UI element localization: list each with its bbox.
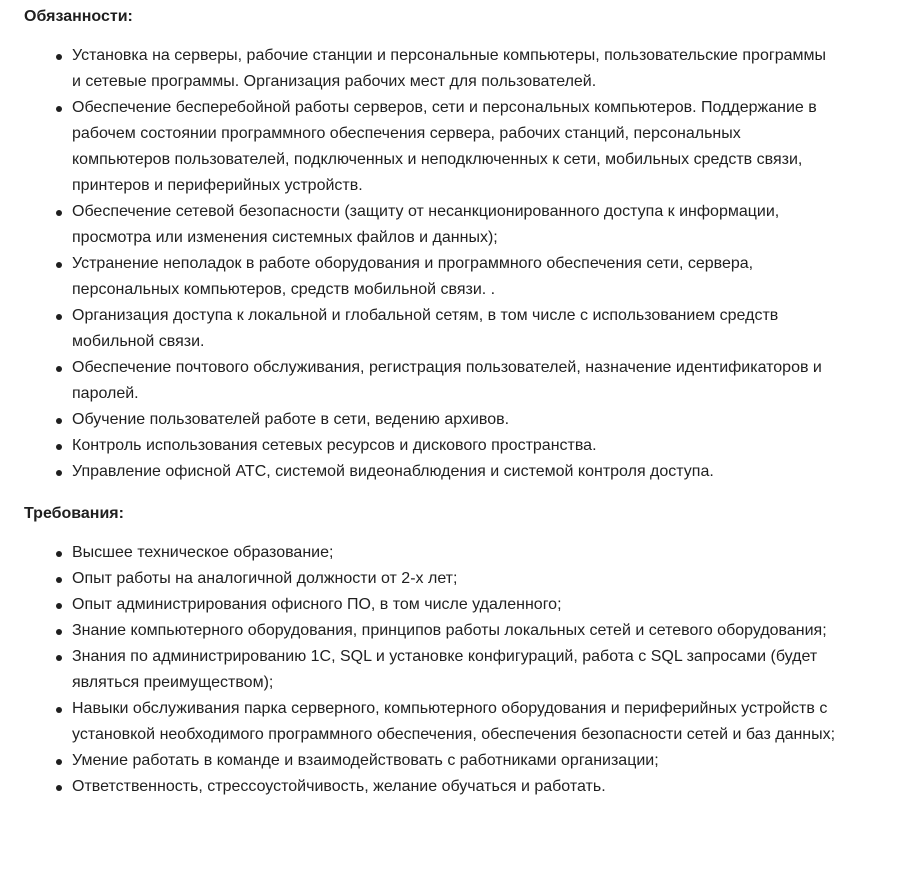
bullet-icon [56,314,62,320]
list-item [72,774,837,800]
bullet-icon [56,629,62,635]
list-item-text: Опыт работы на аналогичной должности от 2-х лет; [72,570,458,587]
list-item-text: Обучение пользователей работе в сети, ведению архивов. [72,411,510,428]
list-item-text: Ответственность, стрессоустойчивость, желание обучаться и работать. [72,778,606,795]
list-item [72,407,827,433]
list-item [72,592,837,618]
list-item-text: Опыт администрирования офисного ПО, в том числе удаленного; [72,596,562,613]
bullet-icon [56,210,62,216]
bullet-icon [56,444,62,450]
bullet-icon [56,106,62,112]
requirements-list [24,540,907,800]
list-item-text: Навыки обслуживания парка серверного, компьютерного оборудования и периферийных устройств с установкой необходимого программного обеспечения, обеспечения безопасности сетей и баз данных; [72,700,836,743]
bullet-icon [56,551,62,557]
list-item [72,199,827,251]
bullet-icon [56,577,62,583]
list-item-text: Обеспечение бесперебойной работы серверов, сети и персональных компьютеров. Поддержание в рабочем состоянии программного обеспечения сервера, рабочих станций, персональных компьютеров пользователей, подключенных и неподключенных к сети, мобильных средств связи, принтеров и периферийных устройств. [72,99,817,194]
list-item [72,644,837,696]
bullet-icon [56,785,62,791]
list-item [72,355,827,407]
list-item-text: Обеспечение сетевой безопасности (защиту от несанкционированного доступа к информации, просмотра или изменения системных файлов и данных); [72,203,780,246]
list-item-text: Умение работать в команде и взаимодействовать с работниками организации; [72,752,659,769]
bullet-icon [56,759,62,765]
list-item [72,303,827,355]
bullet-icon [56,603,62,609]
bullet-icon [56,54,62,60]
list-item-text: Обеспечение почтового обслуживания, регистрация пользователей, назначение идентификаторов и паролей. [72,359,822,402]
list-item-text: Высшее техническое образование; [72,544,334,561]
list-item [72,748,837,774]
bullet-icon [56,418,62,424]
list-item [72,43,827,95]
list-item-text: Знание компьютерного оборудования, принципов работы локальных сетей и сетевого оборудования; [72,622,827,639]
requirements-heading: Требования: [24,505,124,522]
bullet-icon [56,470,62,476]
list-item-text: Организация доступа к локальной и глобальной сетям, в том числе с использованием средств мобильной связи. [72,307,779,350]
bullet-icon [56,366,62,372]
list-item-text: Контроль использования сетевых ресурсов и дискового пространства. [72,437,597,454]
list-item [72,540,837,566]
bullet-icon [56,262,62,268]
list-item [72,433,827,459]
list-item-text: Установка на серверы, рабочие станции и персональные компьютеры, пользовательские программы и сетевые программы. Организация рабочих мест для пользователей. [72,47,826,90]
list-item [72,251,827,303]
list-item [72,95,827,199]
list-item [72,696,837,748]
list-item [72,618,837,644]
bullet-icon [56,707,62,713]
duties-heading: Обязанности: [24,8,133,25]
list-item-text: Устранение неполадок в работе оборудования и программного обеспечения сети, сервера, персональных компьютеров, средств мобильной связи. . [72,255,754,298]
duties-list [24,43,907,485]
list-item-text: Управление офисной АТС, системой видеонаблюдения и системой контроля доступа. [72,463,714,480]
bullet-icon [56,655,62,661]
list-item-text: Знания по администрированию 1С, SQL и установке конфигураций, работа с SQL запросами (будет являться преимуществом); [72,648,818,691]
list-item [72,566,837,592]
list-item [72,459,827,485]
